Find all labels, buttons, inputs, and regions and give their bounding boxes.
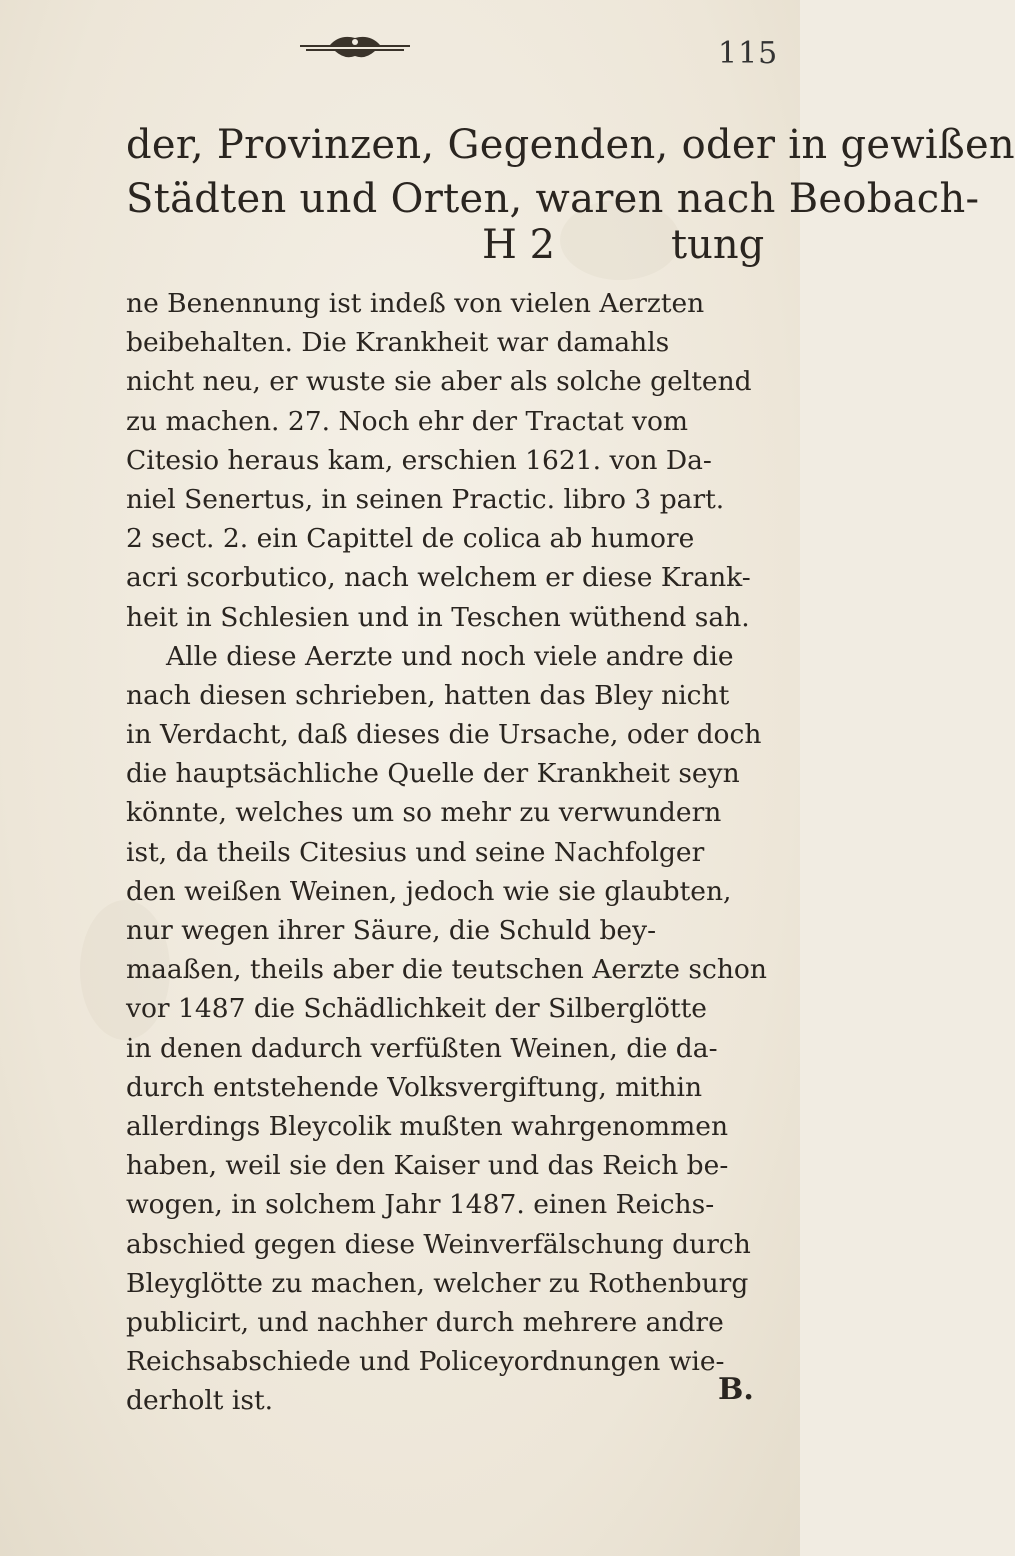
text-line: den weißen Weinen, jedoch wie sie glaubten, bbox=[126, 875, 732, 907]
text-line: in denen dadurch verfüßten Weinen, die da- bbox=[126, 1032, 718, 1064]
text-line: Bleyglötte zu machen, welcher zu Rothenburg bbox=[126, 1267, 749, 1299]
text-line: maaßen, theils aber die teutschen Aerzte schon bbox=[126, 954, 767, 986]
text-line: acri scorbutico, nach welchem er diese Krank- bbox=[126, 562, 751, 594]
body-text bbox=[126, 284, 767, 1420]
text-line: durch entstehende Volksvergiftung, mithin bbox=[126, 1071, 703, 1103]
text-line: allerdings Bleycolik mußten wahrgenommen bbox=[126, 1110, 729, 1142]
text-line: Reichsabschiede und Policeyordnungen wie- bbox=[126, 1346, 725, 1378]
printer-signature: H 2 bbox=[482, 222, 556, 268]
page-header bbox=[0, 26, 800, 86]
signature-line bbox=[126, 222, 765, 276]
text-line: Alle diese Aerzte und noch viele andre die bbox=[166, 640, 734, 672]
text-line: abschied gegen diese Weinverfälschung durch bbox=[126, 1228, 751, 1260]
lead-line: der, Provinzen, Gegenden, oder in gewißen bbox=[126, 122, 1015, 168]
catchword: B. bbox=[718, 1372, 754, 1407]
lead-line: Städten und Orten, waren nach Beobach- bbox=[126, 176, 980, 222]
text-line: Citesio heraus kam, erschien 1621. von Da- bbox=[126, 444, 712, 476]
text-line: 2 sect. 2. ein Capittel de colica ab humore bbox=[126, 523, 695, 555]
text-line: vor 1487 die Schädlichkeit der Silberglötte bbox=[126, 993, 707, 1025]
text-line: nicht neu, er wuste sie aber als solche geltend bbox=[126, 366, 752, 398]
lead-text bbox=[126, 118, 1015, 226]
text-line: derholt ist. bbox=[126, 1385, 274, 1417]
text-line: ist, da theils Citesius und seine Nachfolger bbox=[126, 836, 705, 868]
text-line: niel Senertus, in seinen Practic. libro 3 part. bbox=[126, 483, 725, 515]
text-line: publicirt, und nachher durch mehrere andre bbox=[126, 1306, 724, 1338]
text-line: nach diesen schrieben, hatten das Bley nicht bbox=[126, 679, 730, 711]
text-line: wogen, in solchem Jahr 1487. einen Reichs- bbox=[126, 1189, 715, 1221]
text-line: heit in Schlesien und in Teschen wüthend sah. bbox=[126, 601, 750, 633]
text-line: könnte, welches um so mehr zu verwundern bbox=[126, 797, 722, 829]
text-line: zu machen. 27. Noch ehr der Tractat vom bbox=[126, 405, 689, 437]
text-line: haben, weil sie den Kaiser und das Reich be- bbox=[126, 1150, 729, 1182]
text-line: beibehalten. Die Krankheit war damahls bbox=[126, 327, 670, 359]
text-line: nur wegen ihrer Säure, die Schuld bey- bbox=[126, 915, 657, 946]
text-line: ne Benennung ist indeß von vielen Aerzten bbox=[126, 288, 705, 319]
carried-word: tung bbox=[671, 222, 765, 268]
text-line: in Verdacht, daß dieses die Ursache, oder doch bbox=[126, 719, 762, 751]
page-number: 115 bbox=[718, 36, 779, 71]
ornament-icon bbox=[300, 34, 410, 60]
text-line: die hauptsächliche Quelle der Krankheit seyn bbox=[126, 758, 740, 790]
